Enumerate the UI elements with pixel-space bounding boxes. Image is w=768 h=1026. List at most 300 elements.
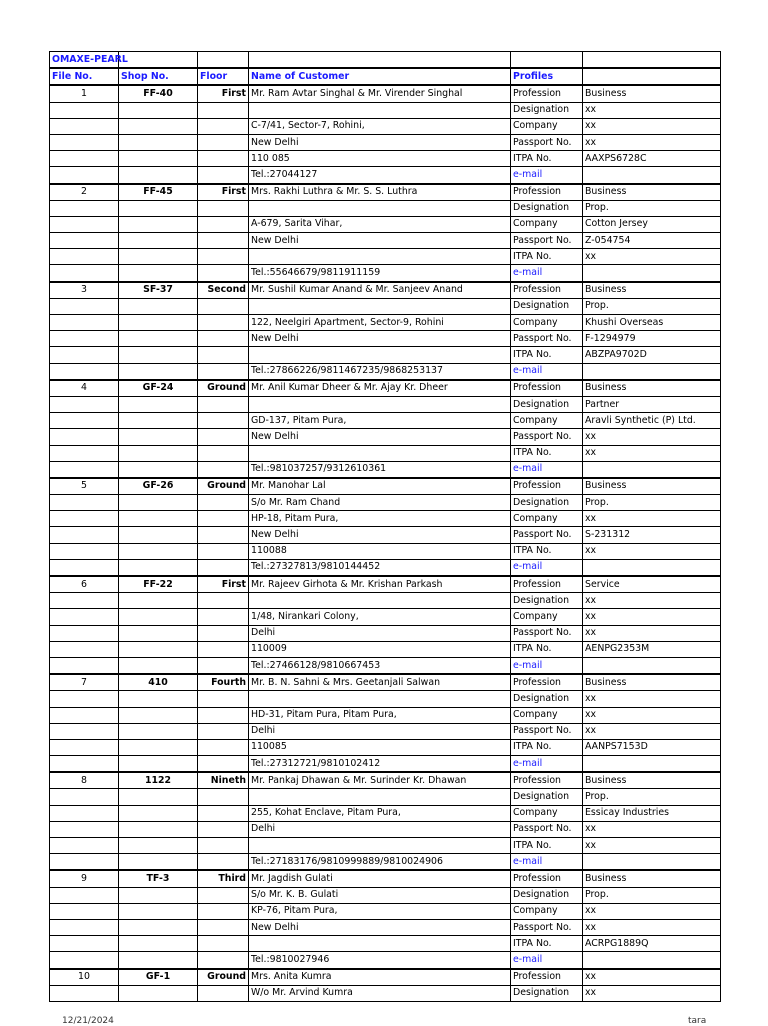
customer-cell: HD-31, Pitam Pura, Pitam Pura, xyxy=(249,707,511,723)
file-no-cell xyxy=(50,200,119,216)
shop-no-cell: 410 xyxy=(119,674,198,691)
shop-no-cell xyxy=(119,691,198,707)
profile-value-cell: xx xyxy=(583,723,721,739)
header-row xyxy=(50,68,721,85)
shop-no-cell xyxy=(119,739,198,755)
table-row xyxy=(50,641,721,657)
profile-label-cell: Designation xyxy=(511,887,583,903)
shop-no-cell: FF-22 xyxy=(119,576,198,593)
table-row xyxy=(50,756,721,773)
shop-no-cell xyxy=(119,559,198,576)
profile-label-cell: ITPA No. xyxy=(511,543,583,559)
floor-cell xyxy=(198,396,249,412)
floor-cell xyxy=(198,167,249,184)
floor-cell: Second xyxy=(198,282,249,299)
table-row xyxy=(50,887,721,903)
sheet-title: OMAXE-PEARL xyxy=(50,52,119,69)
floor-cell xyxy=(198,887,249,903)
table-row xyxy=(50,527,721,543)
profile-label-cell: Designation xyxy=(511,691,583,707)
file-no-cell: 7 xyxy=(50,674,119,691)
profile-label-cell: ITPA No. xyxy=(511,936,583,952)
floor-cell xyxy=(198,625,249,641)
shop-no-cell xyxy=(119,249,198,265)
file-no-cell xyxy=(50,723,119,739)
shop-no-cell xyxy=(119,985,198,1001)
file-no-cell xyxy=(50,919,119,935)
profile-value-cell: Service xyxy=(583,576,721,593)
profile-value-cell: xx xyxy=(583,593,721,609)
file-no-cell xyxy=(50,609,119,625)
customer-cell: Tel.:9810027946 xyxy=(249,952,511,969)
file-no-cell xyxy=(50,216,119,232)
profile-value-cell: xx xyxy=(583,249,721,265)
customer-cell: S/o Mr. Ram Chand xyxy=(249,495,511,511)
header-profiles: Profiles xyxy=(511,68,583,85)
table-row xyxy=(50,936,721,952)
shop-no-cell xyxy=(119,723,198,739)
shop-no-cell xyxy=(119,200,198,216)
customer-cell: 110088 xyxy=(249,543,511,559)
customer-cell xyxy=(249,593,511,609)
shop-no-cell: 1122 xyxy=(119,772,198,789)
profile-value-cell xyxy=(583,657,721,674)
shop-no-cell xyxy=(119,495,198,511)
floor-cell xyxy=(198,249,249,265)
file-no-cell: 9 xyxy=(50,870,119,887)
profile-value-cell: Partner xyxy=(583,396,721,412)
profile-value-cell: xx xyxy=(583,609,721,625)
floor-cell: Nineth xyxy=(198,772,249,789)
customer-cell: Delhi xyxy=(249,723,511,739)
customer-cell: GD-137, Pitam Pura, xyxy=(249,413,511,429)
shop-no-cell xyxy=(119,936,198,952)
profile-value-cell: xx xyxy=(583,134,721,150)
floor-cell xyxy=(198,527,249,543)
profile-value-cell: Business xyxy=(583,772,721,789)
profile-value-cell: xx xyxy=(583,919,721,935)
profile-label-cell: e-mail xyxy=(511,559,583,576)
profile-label-cell: Company xyxy=(511,511,583,527)
floor-cell: First xyxy=(198,85,249,102)
floor-cell xyxy=(198,413,249,429)
profile-label-cell: Passport No. xyxy=(511,723,583,739)
floor-cell xyxy=(198,723,249,739)
file-no-cell xyxy=(50,657,119,674)
profile-value-cell: Business xyxy=(583,478,721,495)
customer-cell: Mr. Pankaj Dhawan & Mr. Surinder Kr. Dhawan xyxy=(249,772,511,789)
table-row xyxy=(50,102,721,118)
profile-value-cell xyxy=(583,756,721,773)
floor-cell: Ground xyxy=(198,478,249,495)
file-no-cell xyxy=(50,903,119,919)
table-row xyxy=(50,265,721,282)
floor-cell xyxy=(198,854,249,871)
file-no-cell xyxy=(50,413,119,429)
customer-cell xyxy=(249,298,511,314)
profile-value-cell: Prop. xyxy=(583,887,721,903)
shop-no-cell: GF-26 xyxy=(119,478,198,495)
profile-label-cell: Company xyxy=(511,903,583,919)
table-row xyxy=(50,593,721,609)
profile-label-cell: Profession xyxy=(511,870,583,887)
file-no-cell: 2 xyxy=(50,184,119,201)
title-row xyxy=(50,52,721,69)
table-row xyxy=(50,952,721,969)
header-profile-value xyxy=(583,68,721,85)
shop-no-cell xyxy=(119,445,198,461)
profile-value-cell: AENPG2353M xyxy=(583,641,721,657)
profile-label-cell: Company xyxy=(511,413,583,429)
profile-value-cell: xx xyxy=(583,821,721,837)
file-no-cell xyxy=(50,739,119,755)
profile-label-cell: Passport No. xyxy=(511,919,583,935)
customer-cell xyxy=(249,789,511,805)
file-no-cell xyxy=(50,429,119,445)
file-no-cell xyxy=(50,445,119,461)
floor-cell xyxy=(198,347,249,363)
file-no-cell xyxy=(50,265,119,282)
customer-cell: New Delhi xyxy=(249,429,511,445)
shop-no-cell xyxy=(119,102,198,118)
table-row xyxy=(50,478,721,495)
customer-cell: HP-18, Pitam Pura, xyxy=(249,511,511,527)
profile-label-cell: Passport No. xyxy=(511,625,583,641)
table-row xyxy=(50,691,721,707)
shop-no-cell xyxy=(119,315,198,331)
shop-no-cell: GF-24 xyxy=(119,380,198,397)
customer-cell: Mr. Jagdish Gulati xyxy=(249,870,511,887)
profile-value-cell xyxy=(583,854,721,871)
file-no-cell xyxy=(50,985,119,1001)
floor-cell xyxy=(198,657,249,674)
floor-cell: First xyxy=(198,576,249,593)
table-row xyxy=(50,657,721,674)
floor-cell xyxy=(198,821,249,837)
footer-right: tara xyxy=(688,1016,707,1026)
customer-table xyxy=(49,51,721,1002)
table-row xyxy=(50,559,721,576)
file-no-cell xyxy=(50,887,119,903)
customer-cell: 255, Kohat Enclave, Pitam Pura, xyxy=(249,805,511,821)
profile-value-cell: xx xyxy=(583,429,721,445)
floor-cell xyxy=(198,445,249,461)
profile-value-cell: xx xyxy=(583,511,721,527)
floor-cell xyxy=(198,985,249,1001)
file-no-cell xyxy=(50,691,119,707)
table-row xyxy=(50,85,721,102)
file-no-cell xyxy=(50,707,119,723)
profile-label-cell: ITPA No. xyxy=(511,838,583,854)
shop-no-cell xyxy=(119,887,198,903)
floor-cell xyxy=(198,952,249,969)
shop-no-cell xyxy=(119,903,198,919)
profile-label-cell: Profession xyxy=(511,85,583,102)
shop-no-cell: SF-37 xyxy=(119,282,198,299)
profile-value-cell: S-231312 xyxy=(583,527,721,543)
profile-value-cell: Business xyxy=(583,282,721,299)
floor-cell xyxy=(198,511,249,527)
profile-label-cell: Designation xyxy=(511,200,583,216)
file-no-cell xyxy=(50,511,119,527)
customer-cell: Mr. Ram Avtar Singhal & Mr. Virender Singhal xyxy=(249,85,511,102)
customer-cell xyxy=(249,838,511,854)
customer-cell: Tel.:981037257/9312610361 xyxy=(249,461,511,478)
profile-value-cell: xx xyxy=(583,985,721,1001)
profile-label-cell: ITPA No. xyxy=(511,445,583,461)
profile-value-cell: xx xyxy=(583,707,721,723)
shop-no-cell xyxy=(119,609,198,625)
floor-cell xyxy=(198,641,249,657)
profile-value-cell: F-1294979 xyxy=(583,331,721,347)
floor-cell xyxy=(198,593,249,609)
profile-label-cell: e-mail xyxy=(511,167,583,184)
file-no-cell xyxy=(50,233,119,249)
table-row xyxy=(50,495,721,511)
table-row xyxy=(50,151,721,167)
customer-cell: Delhi xyxy=(249,625,511,641)
customer-cell: C-7/41, Sector-7, Rohini, xyxy=(249,118,511,134)
profile-label-cell: Designation xyxy=(511,102,583,118)
profile-value-cell: Business xyxy=(583,870,721,887)
customer-cell: S/o Mr. K. B. Gulati xyxy=(249,887,511,903)
profile-value-cell: Prop. xyxy=(583,789,721,805)
table-row xyxy=(50,789,721,805)
table-row xyxy=(50,298,721,314)
profile-value-cell: xx xyxy=(583,102,721,118)
profile-label-cell: Passport No. xyxy=(511,134,583,150)
floor-cell xyxy=(198,559,249,576)
table-row xyxy=(50,805,721,821)
floor-cell xyxy=(198,331,249,347)
customer-cell: Tel.:27866226/9811467235/9868253137 xyxy=(249,363,511,380)
customer-cell: New Delhi xyxy=(249,331,511,347)
shop-no-cell xyxy=(119,118,198,134)
file-no-cell xyxy=(50,821,119,837)
profile-value-cell xyxy=(583,952,721,969)
table-row xyxy=(50,625,721,641)
profile-value-cell: Prop. xyxy=(583,495,721,511)
shop-no-cell xyxy=(119,543,198,559)
floor-cell xyxy=(198,609,249,625)
floor-cell xyxy=(198,233,249,249)
file-no-cell xyxy=(50,593,119,609)
floor-cell xyxy=(198,936,249,952)
profile-label-cell: Profession xyxy=(511,576,583,593)
customer-cell xyxy=(249,249,511,265)
file-no-cell xyxy=(50,102,119,118)
customer-cell: New Delhi xyxy=(249,527,511,543)
table-row xyxy=(50,249,721,265)
header-floor: Floor xyxy=(198,68,249,85)
customer-cell: A-679, Sarita Vihar, xyxy=(249,216,511,232)
profile-value-cell: ACRPG1889Q xyxy=(583,936,721,952)
shop-no-cell xyxy=(119,593,198,609)
customer-cell xyxy=(249,347,511,363)
customer-cell xyxy=(249,445,511,461)
file-no-cell xyxy=(50,167,119,184)
table-row xyxy=(50,216,721,232)
profile-value-cell: xx xyxy=(583,969,721,986)
floor-cell: First xyxy=(198,184,249,201)
profile-value-cell: Business xyxy=(583,184,721,201)
profile-label-cell: ITPA No. xyxy=(511,641,583,657)
shop-no-cell xyxy=(119,134,198,150)
table-row xyxy=(50,380,721,397)
floor-cell xyxy=(198,903,249,919)
header-shop-no: Shop No. xyxy=(119,68,198,85)
table-row xyxy=(50,445,721,461)
table-row xyxy=(50,413,721,429)
floor-cell xyxy=(198,739,249,755)
profile-label-cell: Designation xyxy=(511,985,583,1001)
profile-label-cell: Designation xyxy=(511,298,583,314)
file-no-cell xyxy=(50,559,119,576)
customer-cell xyxy=(249,691,511,707)
profile-value-cell: Essicay Industries xyxy=(583,805,721,821)
file-no-cell xyxy=(50,315,119,331)
file-no-cell xyxy=(50,527,119,543)
floor-cell: Fourth xyxy=(198,674,249,691)
profile-value-cell: AAXPS6728C xyxy=(583,151,721,167)
file-no-cell xyxy=(50,756,119,773)
profile-value-cell: Prop. xyxy=(583,200,721,216)
customer-cell: Mrs. Anita Kumra xyxy=(249,969,511,986)
floor-cell: Ground xyxy=(198,380,249,397)
floor-cell: Ground xyxy=(198,969,249,986)
header-file-no: File No. xyxy=(50,68,119,85)
profile-value-cell: AANPS7153D xyxy=(583,739,721,755)
shop-no-cell xyxy=(119,331,198,347)
profile-value-cell: Cotton Jersey xyxy=(583,216,721,232)
profile-label-cell: Passport No. xyxy=(511,429,583,445)
file-no-cell: 3 xyxy=(50,282,119,299)
shop-no-cell xyxy=(119,347,198,363)
shop-no-cell xyxy=(119,363,198,380)
file-no-cell: 4 xyxy=(50,380,119,397)
table-row xyxy=(50,739,721,755)
table-row xyxy=(50,723,721,739)
shop-no-cell xyxy=(119,707,198,723)
shop-no-cell xyxy=(119,396,198,412)
floor-cell xyxy=(198,298,249,314)
shop-no-cell xyxy=(119,298,198,314)
profile-label-cell: e-mail xyxy=(511,657,583,674)
profile-value-cell: Business xyxy=(583,674,721,691)
file-no-cell xyxy=(50,936,119,952)
shop-no-cell xyxy=(119,216,198,232)
profile-value-cell: xx xyxy=(583,118,721,134)
file-no-cell xyxy=(50,461,119,478)
shop-no-cell xyxy=(119,413,198,429)
profile-label-cell: Profession xyxy=(511,969,583,986)
profile-label-cell: Profession xyxy=(511,380,583,397)
profile-label-cell: ITPA No. xyxy=(511,739,583,755)
header-name-of-customer: Name of Customer xyxy=(249,68,511,85)
floor-cell xyxy=(198,461,249,478)
shop-no-cell xyxy=(119,789,198,805)
table-row xyxy=(50,200,721,216)
file-no-cell xyxy=(50,151,119,167)
file-no-cell xyxy=(50,854,119,871)
profile-label-cell: Company xyxy=(511,216,583,232)
profile-label-cell: e-mail xyxy=(511,756,583,773)
floor-cell xyxy=(198,789,249,805)
file-no-cell xyxy=(50,331,119,347)
table-row xyxy=(50,903,721,919)
shop-no-cell xyxy=(119,429,198,445)
customer-cell: New Delhi xyxy=(249,233,511,249)
file-no-cell xyxy=(50,347,119,363)
table-row xyxy=(50,331,721,347)
profile-value-cell: Khushi Overseas xyxy=(583,315,721,331)
customer-cell: Mr. Sushil Kumar Anand & Mr. Sanjeev Anand xyxy=(249,282,511,299)
profile-label-cell: e-mail xyxy=(511,265,583,282)
profile-value-cell: xx xyxy=(583,903,721,919)
floor-cell xyxy=(198,919,249,935)
floor-cell xyxy=(198,363,249,380)
file-no-cell: 1 xyxy=(50,85,119,102)
shop-no-cell xyxy=(119,821,198,837)
table-row xyxy=(50,233,721,249)
profile-label-cell: Profession xyxy=(511,282,583,299)
profile-value-cell: Aravli Synthetic (P) Ltd. xyxy=(583,413,721,429)
table-row xyxy=(50,363,721,380)
profile-label-cell: Profession xyxy=(511,674,583,691)
customer-cell: Mr. Anil Kumar Dheer & Mr. Ajay Kr. Dheer xyxy=(249,380,511,397)
shop-no-cell xyxy=(119,838,198,854)
profile-label-cell: e-mail xyxy=(511,461,583,478)
profile-label-cell: Profession xyxy=(511,478,583,495)
file-no-cell xyxy=(50,298,119,314)
customer-cell: 110085 xyxy=(249,739,511,755)
file-no-cell xyxy=(50,134,119,150)
customer-cell xyxy=(249,200,511,216)
footer-date: 12/21/2024 xyxy=(62,1016,114,1026)
profile-label-cell: e-mail xyxy=(511,363,583,380)
table-row xyxy=(50,396,721,412)
customer-cell: Tel.:27312721/9810102412 xyxy=(249,756,511,773)
table-row xyxy=(50,167,721,184)
shop-no-cell xyxy=(119,233,198,249)
profile-value-cell: Business xyxy=(583,380,721,397)
profile-label-cell: Passport No. xyxy=(511,331,583,347)
shop-no-cell xyxy=(119,919,198,935)
shop-no-cell: FF-45 xyxy=(119,184,198,201)
floor-cell xyxy=(198,429,249,445)
table-row xyxy=(50,772,721,789)
floor-cell xyxy=(198,315,249,331)
floor-cell xyxy=(198,495,249,511)
floor-cell xyxy=(198,216,249,232)
shop-no-cell xyxy=(119,511,198,527)
customer-cell xyxy=(249,396,511,412)
profile-label-cell: ITPA No. xyxy=(511,249,583,265)
table-row xyxy=(50,609,721,625)
table-row xyxy=(50,870,721,887)
shop-no-cell xyxy=(119,167,198,184)
profile-label-cell: Passport No. xyxy=(511,527,583,543)
floor-cell xyxy=(198,265,249,282)
table-row xyxy=(50,854,721,871)
shop-no-cell: TF-3 xyxy=(119,870,198,887)
table-row xyxy=(50,282,721,299)
file-no-cell xyxy=(50,543,119,559)
file-no-cell xyxy=(50,838,119,854)
customer-cell: 1/48, Nirankari Colony, xyxy=(249,609,511,625)
floor-cell xyxy=(198,707,249,723)
table-row xyxy=(50,821,721,837)
